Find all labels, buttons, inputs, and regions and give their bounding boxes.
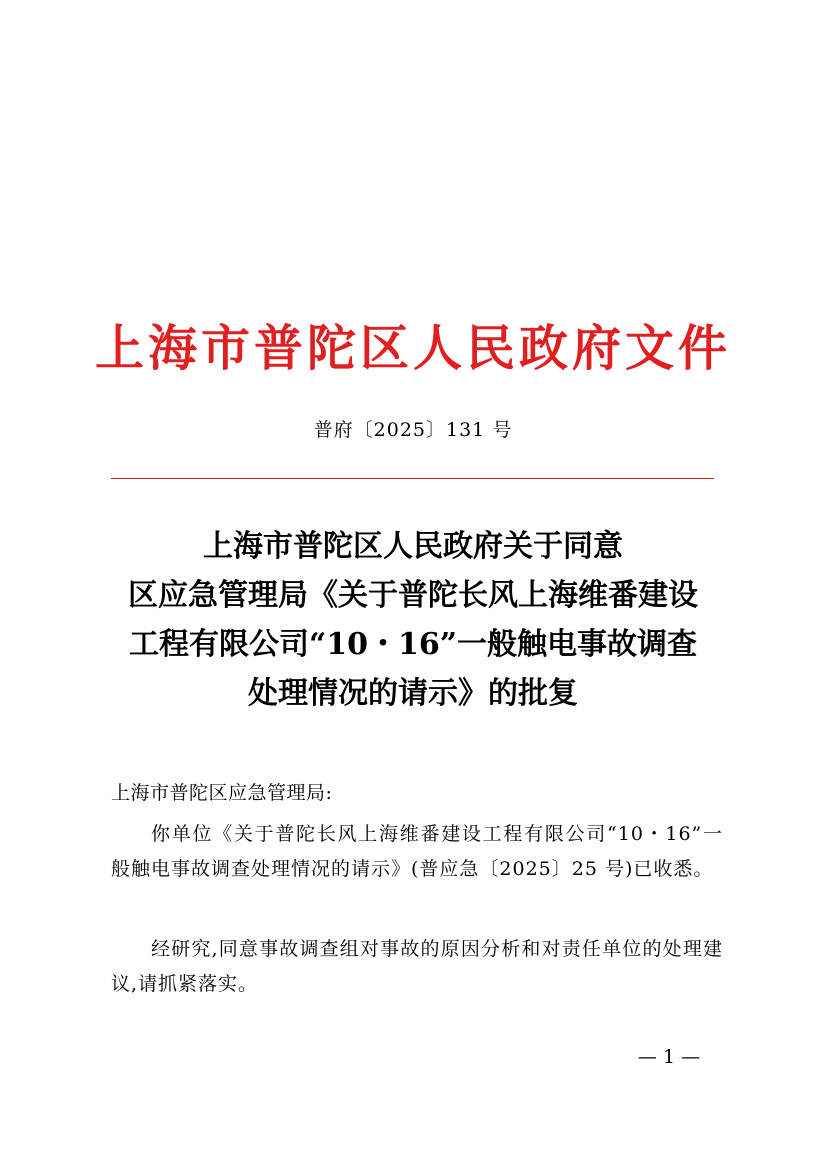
title-line: 上海市普陀区人民政府关于同意 [203,529,623,564]
title-line: 工程有限公司“10・16”一般触电事故调查 [128,627,697,662]
body-paragraph: 你单位《关于普陀长风上海维番建设工程有限公司“10・16”一般触电事故调查处理情况的请示》(普应急〔2025〕25 号)已收悉。 [111,823,723,880]
recipient-line: 上海市普陀区应急管理局: [111,782,333,804]
body-paragraph: 经研究,同意事故调查组对事故的原因分析和对责任单位的处理建议,请抓紧落实。 [111,938,723,995]
issuer-header: 上海市普陀区人民政府文件 [94,319,731,377]
page-number: — 1 — [637,1046,701,1068]
red-separator-line [111,478,714,479]
document-number: 普府〔2025〕131 号 [313,419,513,441]
document-title [80,522,746,718]
title-line: 处理情况的请示》的批复 [248,676,578,711]
title-line: 区应急管理局《关于普陀长风上海维番建设 [128,578,698,613]
